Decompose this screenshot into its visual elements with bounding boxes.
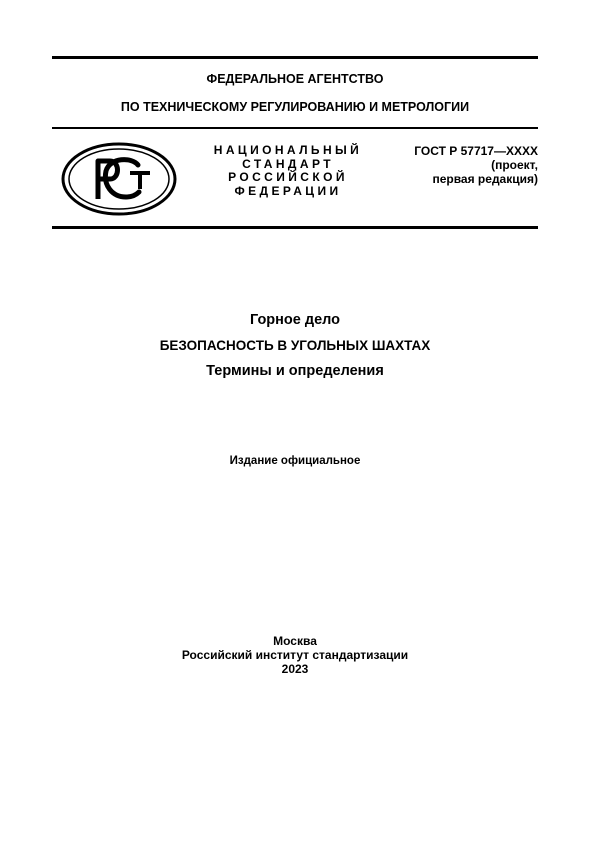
imprint xyxy=(52,634,538,676)
bottom-rule xyxy=(52,226,538,229)
gost-status-line1: (проект, xyxy=(491,158,538,172)
agency-name-line1: ФЕДЕРАЛЬНОЕ АГЕНТСТВО xyxy=(206,72,384,86)
title-line3: Термины и определения xyxy=(206,363,384,379)
title-line1: Горное дело xyxy=(249,312,341,328)
gost-r-certification-mark-icon xyxy=(60,141,178,217)
gost-number: ГОСТ Р 57717—XXXX xyxy=(414,144,538,158)
edition-label: Издание официальное xyxy=(229,455,361,467)
imprint-year: 2023 xyxy=(281,662,309,676)
national-standard-label xyxy=(200,144,376,198)
national-standard-line: СТАНДАРТ xyxy=(242,156,334,171)
national-standard-line: ФЕДЕРАЦИИ xyxy=(234,183,342,198)
title-line2: БЕЗОПАСНОСТЬ В УГОЛЬНЫХ ШАХТАХ xyxy=(159,338,431,353)
national-standard-line: НАЦИОНАЛЬНЫЙ xyxy=(213,143,363,157)
middle-rule xyxy=(52,127,538,129)
gost-status-line2: первая редакция) xyxy=(432,172,538,186)
imprint-publisher: Российский институт стандартизации xyxy=(181,648,409,662)
agency-name-line2: ПО ТЕХНИЧЕСКОМУ РЕГУЛИРОВАНИЮ И МЕТРОЛОГИИ xyxy=(120,100,470,114)
national-standard-line: РОССИЙСКОЙ xyxy=(228,170,348,184)
imprint-city: Москва xyxy=(273,634,317,648)
top-rule xyxy=(52,56,538,59)
gost-designation xyxy=(380,144,538,186)
